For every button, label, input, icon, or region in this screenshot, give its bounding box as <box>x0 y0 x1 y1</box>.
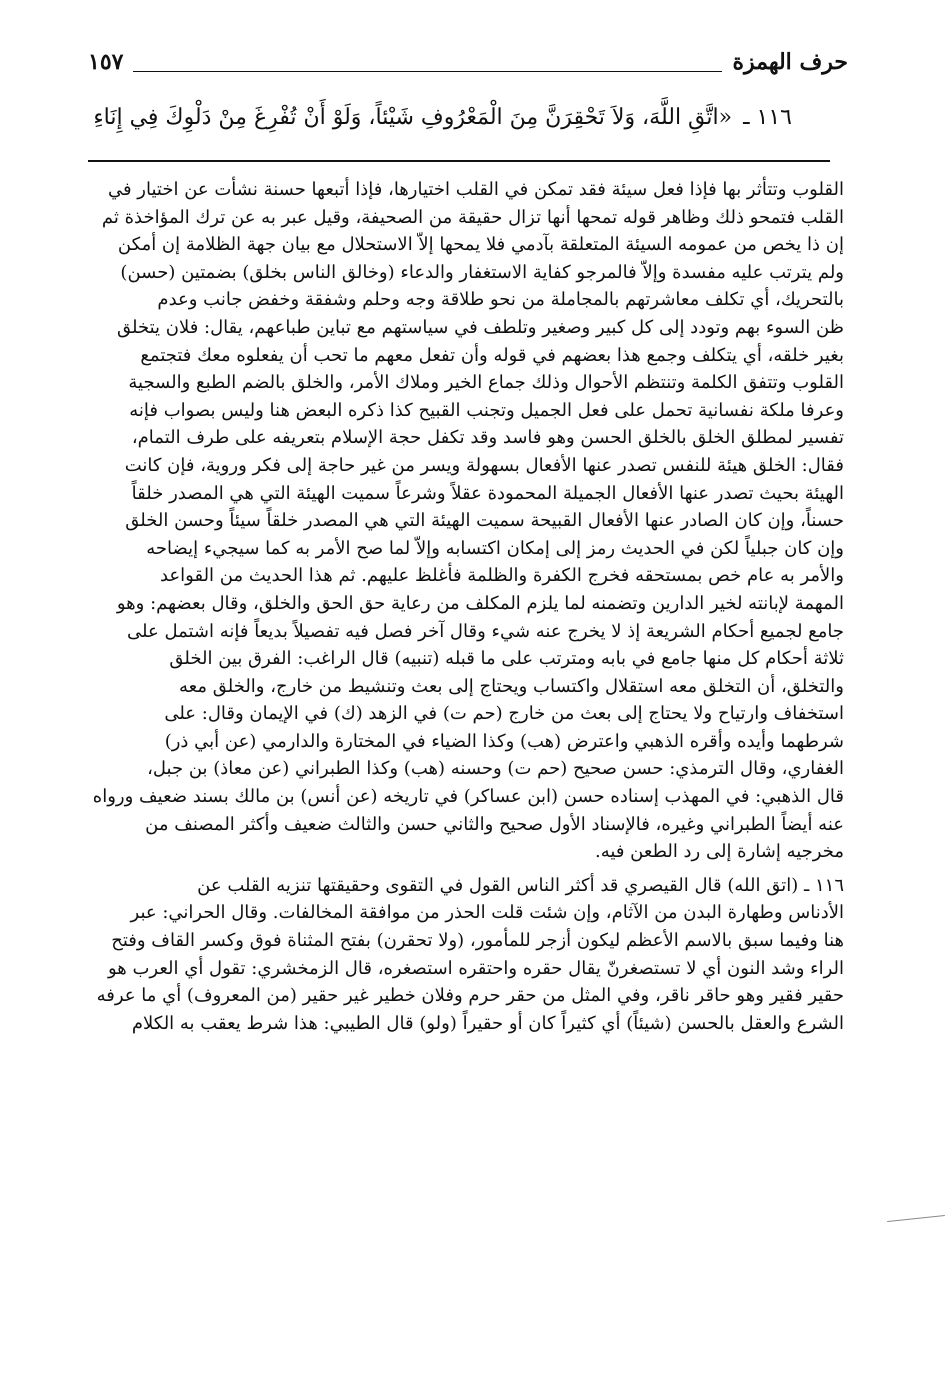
text-line: هنا وفيما سبق بالاسم الأعظم ليكون أزجر للمأمور، (ولا تحقرن) بفتح المثناة فوق وكسر القاف وفتح <box>111 930 844 952</box>
page-number: ١٥٧ <box>88 49 124 75</box>
text-line: والتخلق، أن التخلق معه استقلال واكتساب ويحتاج إلى بعث وتنشيط من خارج، والخلق معه <box>179 675 844 697</box>
hadith-text-line <box>92 92 792 144</box>
text-line: استخفاف وارتياح ولا يحتاج إلى بعث من خارج (حم ت) في الزهد (ك) في الإيمان وقال: على <box>164 703 844 725</box>
page-header <box>88 44 848 80</box>
text-line: المهمة لإبانته لخير الدارين وتضمنه لما يلزم المكلف من رعاية حق الحق والخلق، وقال بعضهم: وهو <box>116 592 844 614</box>
text-line: وعرفا ملكة نفسانية تحمل على فعل الجميل وتجنب القبيح كذا ذكره البعض هنا وليس بصواب فإنه <box>129 399 844 421</box>
commentary-body <box>92 176 844 1326</box>
text-line: شرطهما وأيده وأقره الذهبي واعترض (هب) وكذا الضياء في المختارة والدارمي (عن أبي ذر) <box>164 730 844 752</box>
hadith-number: ١١٦ ـ <box>743 105 792 130</box>
text-line: القلب فتمحو ذلك وظاهر قوله تمحها أنها تزال حقيقة من الصحيفة، وقيل عبر به عن ترك المؤاخذة ثم <box>101 206 844 228</box>
section-divider <box>88 160 830 162</box>
text-line: بغير خلقه، أي يتكلف وجمع هذا بعضهم في قوله وأن تفعل معهم ما تحب أن يفعلوه معك فتجتمع <box>140 344 844 366</box>
commentary-paragraph-1 <box>92 176 844 866</box>
text-line: حقير فقير وهو حاقر ناقر، وفي المثل من حقر حرم وفلان خطير غير حقير (من المعروف) أي ما عرفه <box>96 985 844 1007</box>
text-line: تفسير لمطلق الخلق بالخلق الحسن وهو فاسد وقد تكفل حجة الإسلام بتعريفه على طرف التمام، <box>131 427 844 449</box>
text-line: الشرع والعقل بالحسن (شيئاً) أي كثيراً كان أو حقيراً (ولو) قال الطيبي: هذا شرط يعقب به الكلام <box>131 1012 844 1034</box>
text-line: الهيئة بحيث تصدر عنها الأفعال الجميلة المحمودة عقلاً وشرعاً سميت الهيئة التي هي المصدر خلقاً <box>131 482 844 504</box>
text-line: حسناً، وإن كان الصادر عنها الأفعال القبيحة سميت الهيئة التي هي المصدر خلقاً سيئاً وحسن الخلق <box>125 510 844 532</box>
text-line: إن ذا يخص من عمومه السيئة المتعلقة بآدمي فلا يمحها إلاّ الاستحلال مع بيان جهة الظلامة إن أمكن <box>117 234 844 256</box>
scan-mark <box>887 1215 945 1222</box>
text-line: الغفاري، وقال الترمذي: حسن صحيح (حم ت) وحسنه (هب) وكذا الطبراني (عن معاذ) بن جبل، <box>147 758 844 780</box>
text-line: ثلاثة أحكام كل منها جامع في بابه ومترتب على ما قبله (تنبيه) قال الراغب: الفرق بين الخلق <box>169 648 844 670</box>
text-line: جامع لجميع أحكام الشريعة إذ لا يخرج عنه شيء وقال آخر فصل فيه تفصيلاً بديعاً فإنه اشتمل على <box>127 620 844 642</box>
text-line: بالتحريك، أي تكلف معاشرتهم بالمجاملة من نحو طلاقة وجه وحلم وشفقة وخفض جانب وعدم <box>157 289 844 311</box>
text-line: ١١٦ ـ (اتق الله) قال القيصري قد أكثر الناس القول في التقوى وحقيقتها تنزيه القلب عن <box>197 874 844 896</box>
text-line: وإن كان جبلياً لكن في الحديث رمز إلى إمكان اكتسابه وإلاّ لما صح الأمر به كما سيجيء إيضاحه <box>146 537 844 559</box>
text-line: فقال: الخلق هيئة للنفس تصدر عنها الأفعال بسهولة ويسر من غير حاجة إلى فكر وروية، فإن كانت <box>124 454 844 476</box>
text-line: الأدناس وطهارة البدن من الآثام، وإن شئت قلت الحذر من موافقة المخالفات. وقال الحراني: عبر <box>130 902 844 924</box>
text-line: مخرجيه إشارة إلى رد الطعن فيه. <box>595 841 844 863</box>
text-line: الراء وشد النون أي لا تستصغرنّ يقال حقره واحتقره استصغره، قال الزمخشري: تقول أي العرب هو <box>107 957 844 979</box>
header-rule <box>133 53 722 72</box>
commentary-paragraph-2 <box>92 872 844 1038</box>
text-line: قال الذهبي: في المهذب إسناده حسن (ابن عساكر) في تاريخه (عن أنس) بن مالك بسند ضعيف ورواه <box>92 786 844 808</box>
text-line: والأمر به عام خص بمستحقه فخرج الكفرة والظلمة فأغلظ عليهم. ثم هذا الحديث من القواعد <box>159 565 844 587</box>
chapter-title: حرف الهمزة <box>732 49 848 75</box>
text-line: ولم يترتب عليه مفسدة وإلاّ فالمرجو كفاية الاستغفار والدعاء (وخالق الناس بخلق) بضمتين (حسن) <box>120 261 844 283</box>
text-line: القلوب وتتأثر بها فإذا فعل سيئة فقد تمكن في القلب اختيارها، فإذا أتبعها حسنة نشأت عن اختيار في <box>107 179 844 200</box>
text-line: القلوب وتتفق الكلمة وتنتظم الأحوال وذلك جماع الخير وملاك الأمر، والخلق بالضم الطبع والسجية <box>128 372 844 394</box>
text-line: عنه أيضاً الطبراني وغيره، فالإسناد الأول صحيح والثاني حسن والثالث ضعيف وأكثر المصنف من <box>145 813 844 835</box>
hadith-text: «اتَّقِ اللَّهَ، وَلاَ تَحْقِرَنَّ مِنَ الْمَعْرُوفِ شَيْئاً، وَلَوْ أَنْ تُفْرِغَ مِنْ دَلْوِكَ فِي إِنَاءِ <box>93 105 733 130</box>
text-line: ظن السوء بهم وتودد إلى كل كبير وصغير وتلطف في سياستهم مع تباين طباعهم، يقال: فلان يتخلق <box>117 316 844 338</box>
